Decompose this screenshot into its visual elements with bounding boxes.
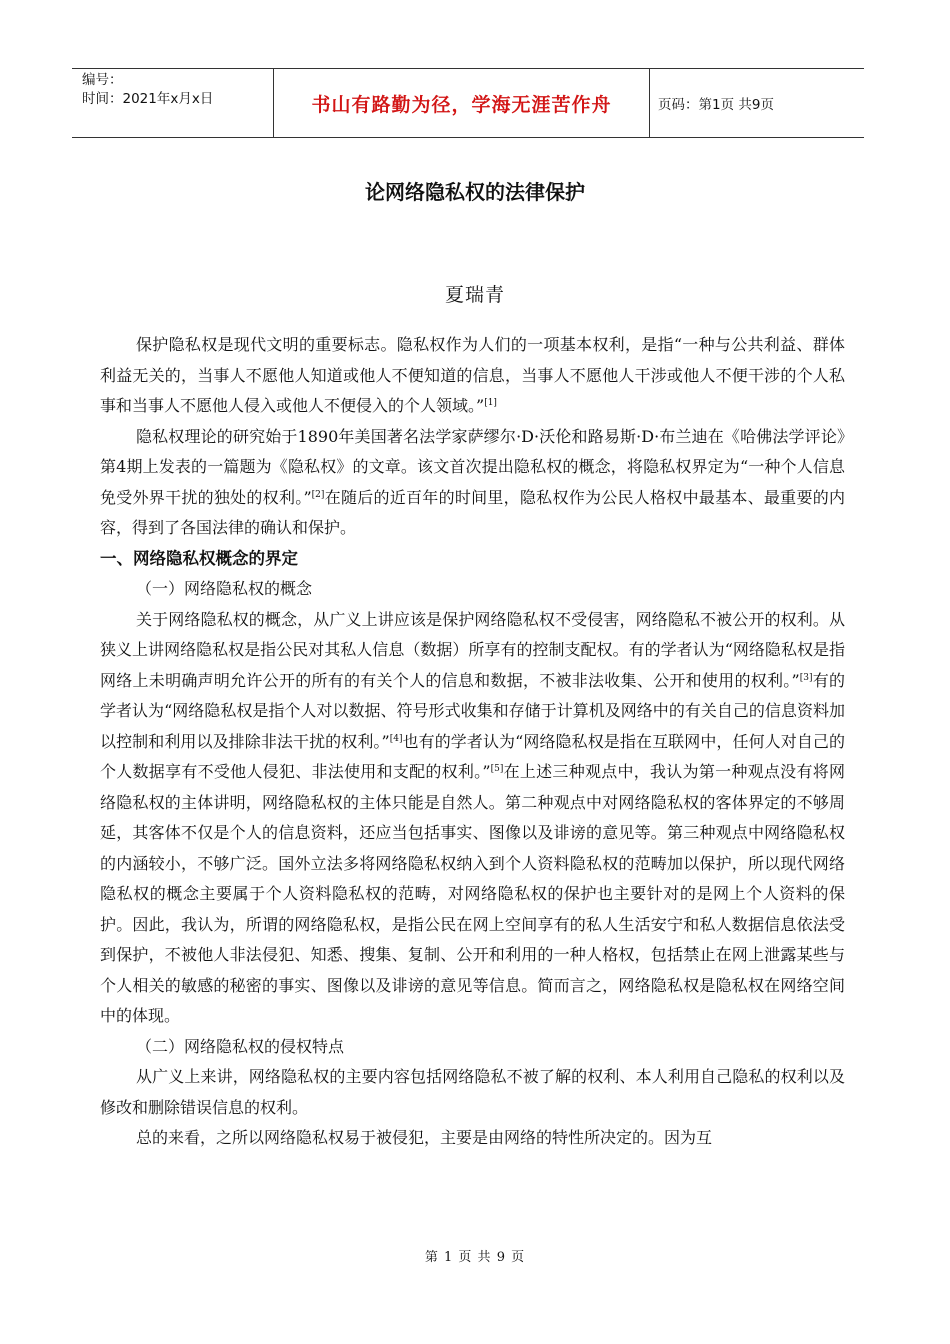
- footnote-ref-5: [5]: [490, 764, 504, 774]
- header-motto: 书山有路勤为径，学海无涯苦作舟: [274, 69, 650, 137]
- header-page-label: 页码：第1页 共9页: [658, 97, 774, 113]
- footnote-ref-1: [1]: [484, 398, 497, 408]
- section-heading-1: 一、网络隐私权概念的界定: [100, 548, 298, 568]
- author-name: 夏瑞青: [444, 284, 505, 306]
- paragraph-text: 在上述三种观点中，我认为第一种观点没有将网络隐私权的主体讲明，网络隐私权的主体只能是自然人。第二种观点中对网络隐私权的客体界定的不够周延，其客体不仅是个人的信息资料，还应当包括事实、图像以及诽谤的意见等。第三种观点中网络隐私权的内涵较小，不够广泛。国外立法多将网络隐私权纳入到个人资料隐私权的范畴加以保护，所以现代网络隐私权的概念主要属于个人资料隐私权的范畴，对网络隐私权的保护也主要针对的是网上个人资料的保护。因此，我认为，所谓的网络隐私权，是指公民在网上空间享有的私人生活安宁和私人数据信息依法受到保护，不被他人非法侵犯、知悉、搜集、复制、公开和利用的一种人格权，包括禁止在网上泄露某些与个人相关的敏感的秘密的事实、图像以及诽谤的意见等信息。简而言之，网络隐私权是隐私权在网络空间中的体现。: [100, 762, 845, 1025]
- subsection-heading-2: （二）网络隐私权的侵权特点: [136, 1036, 345, 1056]
- footnote-ref-3: [3]: [799, 672, 813, 683]
- paragraph-2: [100, 422, 845, 544]
- paragraph-5: 总的来看，之所以网络隐私权易于被侵犯，主要是由网络的特性所决定的。因为互: [136, 1128, 713, 1147]
- document-title: 论网络隐私权的法律保护: [365, 180, 585, 204]
- page-footer: 第 1 页 共 9 页: [424, 1250, 526, 1265]
- paragraph-1: [100, 330, 845, 422]
- footnote-ref-2: [2]: [311, 489, 325, 500]
- paragraph-text: 保护隐私权是现代文明的重要标志。隐私权作为人们的一项基本权利，是指“一种与公共利益、群体利益无关的，当事人不愿他人知道或他人不便知道的信息，当事人不愿他人干涉或他人不便干涉的个人私事和当事人不愿他人侵入或他人不便侵入的个人领域。”: [100, 335, 845, 415]
- paragraph-3: [100, 605, 845, 1032]
- paragraph-text: 隐私权理论的研究始于1890年美国著名法学家萨缪尔·D·沃伦和路易斯·D·布兰迪在《哈佛法学评论》第4期上发表的一篇题为《隐私权》的文章。该文首次提出隐私权的概念，将隐私权界定为“一种个人信息免受外界干扰的独处的权利。”: [100, 426, 845, 507]
- subsection-heading-1: （一）网络隐私权的概念: [136, 579, 313, 598]
- footnote-ref-4: [4]: [389, 733, 403, 744]
- paragraph-text: 关于网络隐私权的概念，从广义上讲应该是保护网络隐私权不受侵害，网络隐私不被公开的权利。从狭义上讲网络隐私权是指公民对其私人信息（数据）所享有的控制支配权。有的学者认为“网络隐私权是指网络上未明确声明允许公开的所有的有关个人的信息和数据，不被非法收集、公开和使用的权利。”: [100, 609, 845, 690]
- header-meta: [72, 69, 274, 137]
- paragraph-text: 在随后的近百年的时间里，隐私权作为公民人格权中最基本、最重要的内容，得到了各国法律的确认和保护。: [100, 487, 845, 537]
- paragraph-text: 也有的学者认为“网络隐私权是指在互联网中，任何人对自己的个人数据享有不受他人侵犯、非法使用和支配的权利。”: [100, 731, 845, 781]
- paragraph-text: 有的学者认为“网络隐私权是指个人对以数据、符号形式收集和存储于计算机及网络中的有关自己的信息资料加以控制和利用以及排除非法干扰的权利。”: [100, 670, 845, 751]
- document-body: [100, 330, 845, 1154]
- header-table: [72, 68, 864, 138]
- number-label: 编号：: [82, 72, 123, 88]
- paragraph-4: 从广义上来讲，网络隐私权的主要内容包括网络隐私不被了解的权利、本人利用自己隐私的权利以及修改和删除错误信息的权利。: [100, 1067, 845, 1117]
- time-label: 时间：2021年x月x日: [82, 91, 214, 107]
